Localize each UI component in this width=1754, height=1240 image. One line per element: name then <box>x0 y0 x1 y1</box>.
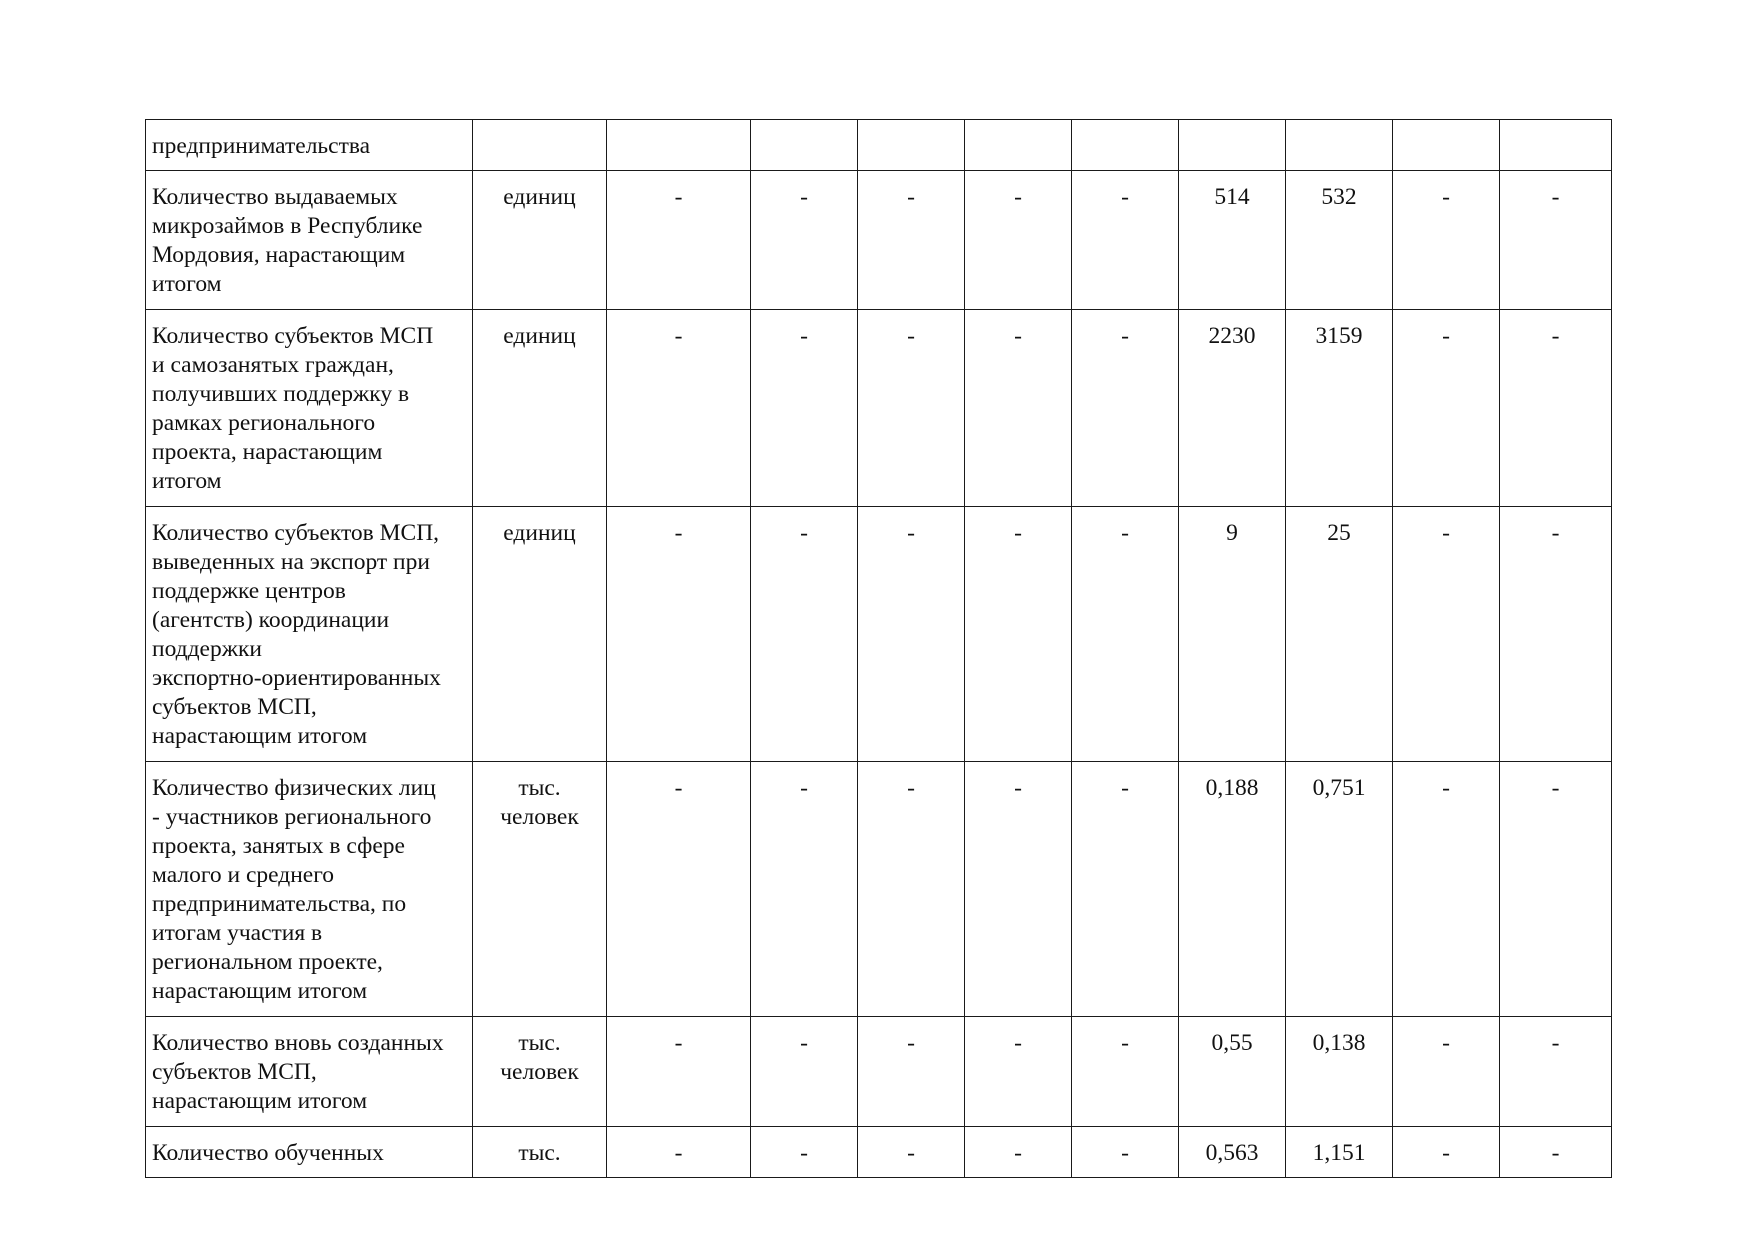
value-cell <box>751 310 858 507</box>
unit-cell <box>473 507 607 762</box>
value: - <box>1442 184 1450 210</box>
value-cell <box>1393 507 1500 762</box>
value: - <box>800 184 808 210</box>
value-cell <box>858 762 965 1017</box>
value-cell <box>965 762 1072 1017</box>
value: - <box>1121 1140 1129 1166</box>
table-row <box>146 171 1612 310</box>
value-cell <box>1072 171 1179 310</box>
value-cell <box>1500 507 1612 762</box>
value: 0,751 <box>1312 775 1366 801</box>
unit-label: тыс. человек <box>500 775 579 830</box>
value: 0,55 <box>1211 1030 1253 1056</box>
value-cell <box>607 1127 751 1178</box>
value-cell <box>1286 1127 1393 1178</box>
indicator-name-cell <box>146 1127 473 1178</box>
indicator-name-cell <box>146 310 473 507</box>
value: - <box>800 1030 808 1056</box>
value: - <box>907 1030 915 1056</box>
value-cell <box>607 1017 751 1127</box>
unit-cell <box>473 171 607 310</box>
value-cell <box>1179 1017 1286 1127</box>
table-row <box>146 762 1612 1017</box>
unit-label: единиц <box>503 184 576 210</box>
value-cell <box>858 171 965 310</box>
value-cell <box>1179 171 1286 310</box>
value-cell <box>1393 120 1500 171</box>
value-cell <box>858 120 965 171</box>
unit-cell <box>473 310 607 507</box>
unit-label: единиц <box>503 323 576 349</box>
value: - <box>1121 323 1129 349</box>
value-cell <box>607 120 751 171</box>
indicator-name: Количество физических лиц - участников регионального проекта, занятых в сфере малого и среднего предпринимательства, по итогам участия в региональном проекте, нарастающим итогом <box>152 775 436 1004</box>
value-cell <box>1072 120 1179 171</box>
table-row <box>146 120 1612 171</box>
value-cell <box>1286 310 1393 507</box>
value: - <box>1442 775 1450 801</box>
value-cell <box>751 762 858 1017</box>
indicators-table <box>145 119 1612 1178</box>
value-cell <box>1179 762 1286 1017</box>
value-cell <box>1393 762 1500 1017</box>
indicator-name: Количество обученных <box>152 1140 384 1166</box>
value-cell <box>751 1127 858 1178</box>
value: - <box>1551 775 1560 801</box>
value-cell <box>1072 507 1179 762</box>
value: - <box>800 1140 808 1166</box>
indicator-name: Количество субъектов МСП и самозанятых граждан, получивших поддержку в рамках регионального проекта, нарастающим итогом <box>152 323 434 494</box>
indicator-name-cell <box>146 171 473 310</box>
indicator-name-cell <box>146 507 473 762</box>
indicator-name: Количество вновь созданных субъектов МСП, нарастающим итогом <box>152 1030 444 1114</box>
value: 514 <box>1214 184 1250 210</box>
unit-label: тыс. человек <box>500 1030 579 1085</box>
value-cell <box>1393 1017 1500 1127</box>
value-cell <box>965 310 1072 507</box>
value: - <box>1442 520 1450 546</box>
value: - <box>800 323 808 349</box>
value-cell <box>1286 507 1393 762</box>
value <box>858 120 964 132</box>
value: - <box>674 1140 683 1166</box>
value: - <box>800 775 808 801</box>
value: - <box>674 520 683 546</box>
value: 2230 <box>1208 323 1256 349</box>
value: - <box>1014 323 1022 349</box>
value-cell <box>1500 1017 1612 1127</box>
value: - <box>1121 520 1129 546</box>
value-cell <box>1500 1127 1612 1178</box>
value: - <box>1014 184 1022 210</box>
value-cell <box>965 507 1072 762</box>
value: - <box>1014 1030 1022 1056</box>
table-row <box>146 507 1612 762</box>
value-cell <box>607 507 751 762</box>
value: - <box>1121 775 1129 801</box>
value <box>1393 120 1499 132</box>
value-cell <box>1072 1017 1179 1127</box>
value-cell <box>607 171 751 310</box>
value: - <box>1551 1140 1560 1166</box>
value <box>1072 120 1178 132</box>
indicator-name: Количество выдаваемых микрозаймов в Республике Мордовия, нарастающим итогом <box>152 184 423 297</box>
value: 0,563 <box>1205 1140 1259 1166</box>
value: - <box>907 323 915 349</box>
value: - <box>907 1140 915 1166</box>
value-cell <box>1072 1127 1179 1178</box>
value <box>1500 120 1611 132</box>
value-cell <box>1393 1127 1500 1178</box>
value: 0,138 <box>1312 1030 1366 1056</box>
value: - <box>1551 323 1560 349</box>
indicator-name: Количество субъектов МСП, выведенных на экспорт при поддержке центров (агентств) координации поддержки экспортно-ориентированных субъектов МСП, нарастающим итогом <box>152 520 441 749</box>
value <box>1179 120 1285 132</box>
value <box>751 120 857 132</box>
value-cell <box>751 507 858 762</box>
value-cell <box>965 1017 1072 1127</box>
value: - <box>907 775 915 801</box>
value-cell <box>1179 507 1286 762</box>
value-cell <box>1072 310 1179 507</box>
unit-label <box>473 120 606 132</box>
value-cell <box>858 1017 965 1127</box>
table-body <box>146 120 1612 1178</box>
value-cell <box>1393 310 1500 507</box>
value: - <box>800 520 808 546</box>
value <box>1286 120 1392 132</box>
unit-cell <box>473 1017 607 1127</box>
value-cell <box>1179 310 1286 507</box>
indicator-name-cell <box>146 120 473 171</box>
indicator-name-cell <box>146 1017 473 1127</box>
value-cell <box>1286 1017 1393 1127</box>
table-row <box>146 310 1612 507</box>
value-cell <box>1286 120 1393 171</box>
value: 9 <box>1226 520 1238 546</box>
value-cell <box>1500 120 1612 171</box>
unit-label: тыс. <box>518 1140 561 1166</box>
value: - <box>907 184 915 210</box>
value: - <box>1442 1140 1450 1166</box>
table-row <box>146 1017 1612 1127</box>
value-cell <box>965 1127 1072 1178</box>
value-cell <box>858 1127 965 1178</box>
unit-label: единиц <box>503 520 576 546</box>
value: - <box>1014 1140 1022 1166</box>
value: - <box>1121 1030 1129 1056</box>
value-cell <box>965 171 1072 310</box>
indicator-name-cell <box>146 762 473 1017</box>
value-cell <box>751 1017 858 1127</box>
unit-cell <box>473 120 607 171</box>
value: - <box>1551 1030 1560 1056</box>
value-cell <box>1500 171 1612 310</box>
value: 25 <box>1327 520 1351 546</box>
value-cell <box>751 171 858 310</box>
value-cell <box>1286 171 1393 310</box>
value: 3159 <box>1315 323 1363 349</box>
value-cell <box>1179 120 1286 171</box>
value: - <box>674 775 683 801</box>
value: 0,188 <box>1205 775 1259 801</box>
value: - <box>674 184 683 210</box>
value-cell <box>751 120 858 171</box>
value: - <box>1014 775 1022 801</box>
value: - <box>1442 323 1450 349</box>
value: - <box>1551 184 1560 210</box>
value-cell <box>607 762 751 1017</box>
value <box>607 120 750 132</box>
value-cell <box>1500 762 1612 1017</box>
table-row <box>146 1127 1612 1178</box>
value-cell <box>1179 1127 1286 1178</box>
value: - <box>907 520 915 546</box>
value: - <box>674 1030 683 1056</box>
value-cell <box>858 507 965 762</box>
value: - <box>1551 520 1560 546</box>
indicator-name: предпринимательства <box>152 133 371 159</box>
value-cell <box>1500 310 1612 507</box>
unit-cell <box>473 1127 607 1178</box>
value-cell <box>1393 171 1500 310</box>
value: - <box>1442 1030 1450 1056</box>
value: 532 <box>1321 184 1357 210</box>
value: 1,151 <box>1312 1140 1366 1166</box>
unit-cell <box>473 762 607 1017</box>
value <box>965 120 1071 132</box>
value-cell <box>965 120 1072 171</box>
value-cell <box>1286 762 1393 1017</box>
value: - <box>1121 184 1129 210</box>
value: - <box>1014 520 1022 546</box>
value-cell <box>1072 762 1179 1017</box>
value-cell <box>858 310 965 507</box>
value: - <box>674 323 683 349</box>
value-cell <box>607 310 751 507</box>
